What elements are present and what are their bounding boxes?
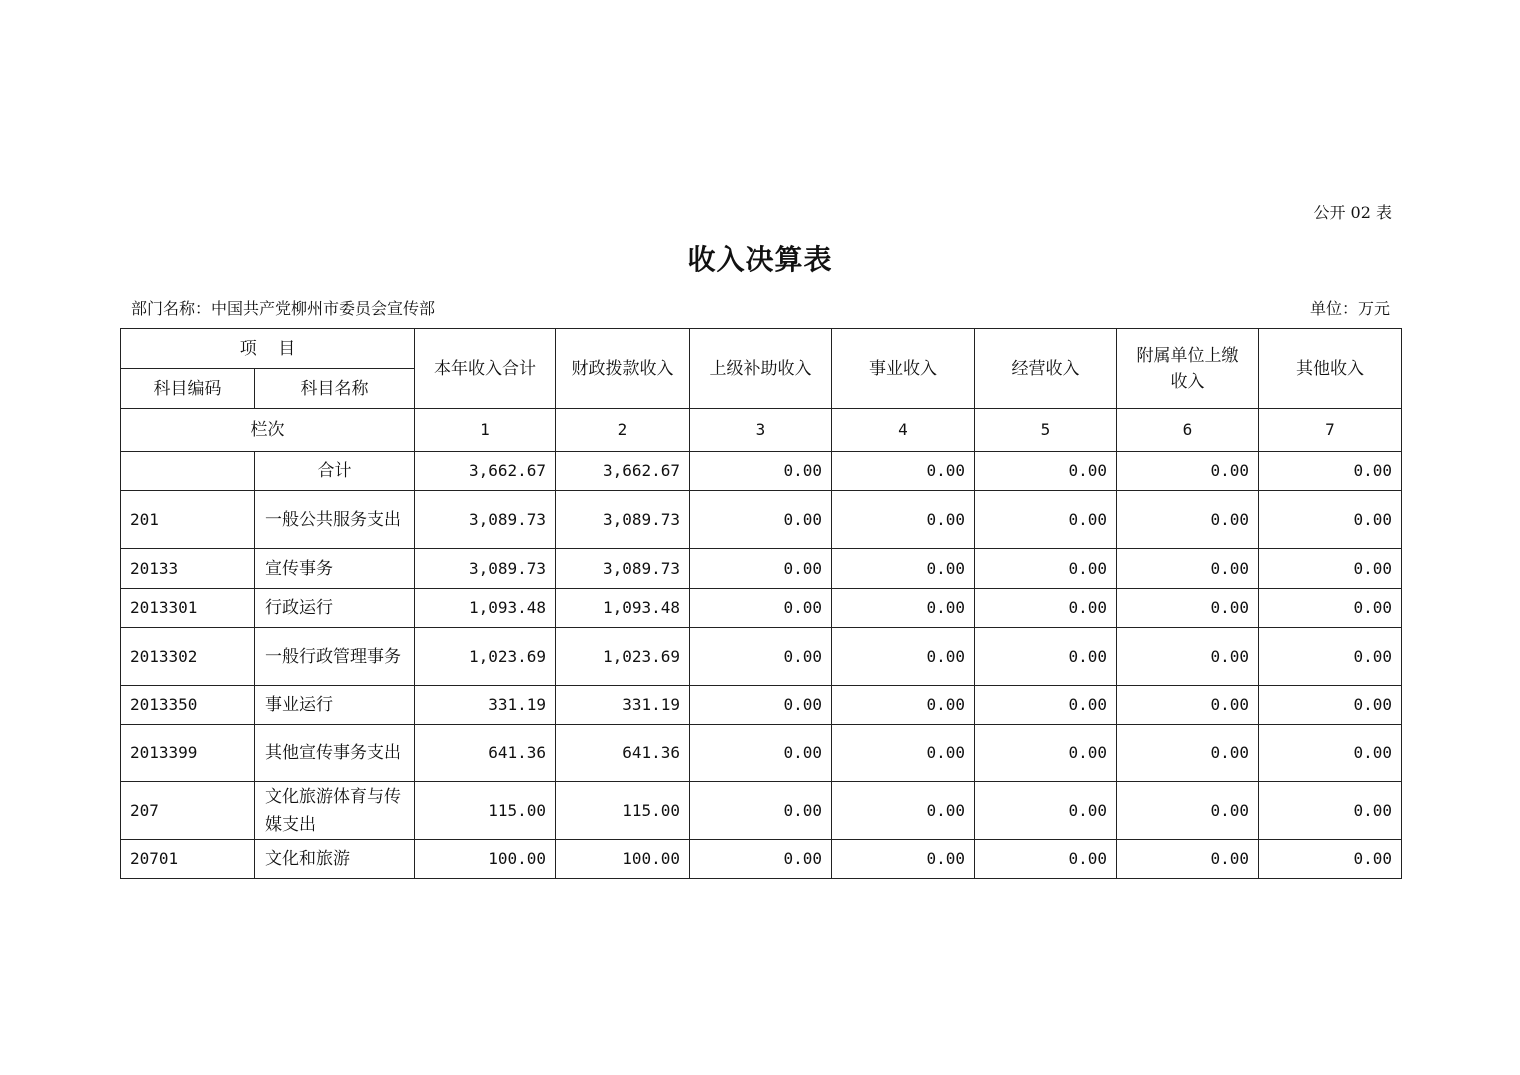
- amount-cell: 0.00: [832, 549, 975, 589]
- amount-cell: 3,089.73: [556, 549, 690, 589]
- subject-code: 201: [121, 491, 255, 549]
- header-code: 科目编码: [121, 369, 255, 409]
- table-row: [121, 725, 1402, 782]
- amount-cell: 0.00: [690, 491, 832, 549]
- subject-name: 文化和旅游: [255, 840, 415, 879]
- amount-cell: 3,089.73: [556, 491, 690, 549]
- column-number: 1: [415, 409, 556, 452]
- amount-cell: 0.00: [690, 840, 832, 879]
- amount-cell: 0.00: [975, 491, 1117, 549]
- amount-cell: 0.00: [832, 491, 975, 549]
- column-number: 2: [556, 409, 690, 452]
- subject-code: 2013399: [121, 725, 255, 782]
- amount-cell: 331.19: [556, 686, 690, 725]
- amount-cell: 3,662.67: [556, 452, 690, 491]
- header-affiliate: 附属单位上缴收入: [1117, 329, 1259, 409]
- amount-cell: 0.00: [1117, 491, 1259, 549]
- amount-cell: 1,093.48: [556, 589, 690, 628]
- subject-code: 2013302: [121, 628, 255, 686]
- amount-cell: 0.00: [690, 782, 832, 840]
- amount-cell: 0.00: [690, 686, 832, 725]
- subject-name: 行政运行: [255, 589, 415, 628]
- table-row: [121, 782, 1402, 840]
- amount-cell: 0.00: [1259, 549, 1402, 589]
- amount-cell: 0.00: [1117, 686, 1259, 725]
- amount-cell: 0.00: [1117, 452, 1259, 491]
- header-total: 本年收入合计: [415, 329, 556, 409]
- amount-cell: 0.00: [1117, 589, 1259, 628]
- amount-cell: 0.00: [975, 686, 1117, 725]
- subject-name: 合计: [255, 452, 415, 491]
- amount-cell: 0.00: [1259, 491, 1402, 549]
- column-number: 7: [1259, 409, 1402, 452]
- subject-name: 宣传事务: [255, 549, 415, 589]
- amount-cell: 0.00: [1117, 840, 1259, 879]
- table-row: [121, 628, 1402, 686]
- subject-name: 其他宣传事务支出: [255, 725, 415, 782]
- amount-cell: 115.00: [415, 782, 556, 840]
- amount-cell: 0.00: [975, 840, 1117, 879]
- department-name: 部门名称：中国共产党柳州市委员会宣传部: [131, 299, 436, 318]
- amount-cell: 0.00: [975, 549, 1117, 589]
- subject-code: 207: [121, 782, 255, 840]
- subject-name: 事业运行: [255, 686, 415, 725]
- column-number-row: [121, 409, 1402, 452]
- table-row: [121, 491, 1402, 549]
- subject-name: 一般公共服务支出: [255, 491, 415, 549]
- amount-cell: 0.00: [690, 589, 832, 628]
- header-item: 项 目: [121, 329, 415, 369]
- column-number: 5: [975, 409, 1117, 452]
- subject-name: 一般行政管理事务: [255, 628, 415, 686]
- table-row: [121, 686, 1402, 725]
- amount-cell: 0.00: [832, 686, 975, 725]
- amount-cell: 0.00: [832, 628, 975, 686]
- amount-cell: 3,662.67: [415, 452, 556, 491]
- amount-cell: 3,089.73: [415, 491, 556, 549]
- amount-cell: 0.00: [975, 589, 1117, 628]
- amount-cell: 0.00: [1117, 782, 1259, 840]
- amount-cell: 0.00: [832, 840, 975, 879]
- amount-cell: 0.00: [1117, 628, 1259, 686]
- header-other: 其他收入: [1259, 329, 1402, 409]
- column-number: 6: [1117, 409, 1259, 452]
- subject-code: 20701: [121, 840, 255, 879]
- subject-code: 20133: [121, 549, 255, 589]
- amount-cell: 0.00: [1259, 452, 1402, 491]
- header-name: 科目名称: [255, 369, 415, 409]
- amount-cell: 0.00: [1117, 725, 1259, 782]
- amount-cell: 0.00: [690, 452, 832, 491]
- amount-cell: 0.00: [1259, 782, 1402, 840]
- subject-code: [121, 452, 255, 491]
- amount-cell: 0.00: [975, 628, 1117, 686]
- amount-cell: 0.00: [1259, 589, 1402, 628]
- form-number: 公开 02 表: [1313, 203, 1392, 222]
- column-number: 3: [690, 409, 832, 452]
- header-business: 事业收入: [832, 329, 975, 409]
- amount-cell: 3,089.73: [415, 549, 556, 589]
- page-title: 收入决算表: [687, 243, 833, 276]
- amount-cell: 0.00: [832, 452, 975, 491]
- column-number: 4: [832, 409, 975, 452]
- amount-cell: 331.19: [415, 686, 556, 725]
- subject-name: 文化旅游体育与传媒支出: [255, 782, 415, 840]
- amount-cell: 0.00: [975, 782, 1117, 840]
- unit-label: 单位：万元: [1309, 299, 1390, 318]
- amount-cell: 641.36: [556, 725, 690, 782]
- header-superior: 上级补助收入: [690, 329, 832, 409]
- amount-cell: 0.00: [832, 589, 975, 628]
- amount-cell: 0.00: [832, 725, 975, 782]
- amount-cell: 1,023.69: [415, 628, 556, 686]
- amount-cell: 115.00: [556, 782, 690, 840]
- amount-cell: 0.00: [1117, 549, 1259, 589]
- subject-code: 2013350: [121, 686, 255, 725]
- table-row: [121, 549, 1402, 589]
- header-operating: 经营收入: [975, 329, 1117, 409]
- amount-cell: 0.00: [690, 549, 832, 589]
- amount-cell: 0.00: [832, 782, 975, 840]
- amount-cell: 1,023.69: [556, 628, 690, 686]
- amount-cell: 0.00: [1259, 686, 1402, 725]
- amount-cell: 0.00: [690, 725, 832, 782]
- amount-cell: 0.00: [975, 452, 1117, 491]
- subject-code: 2013301: [121, 589, 255, 628]
- table-row: [121, 840, 1402, 879]
- amount-cell: 1,093.48: [415, 589, 556, 628]
- table-row: [121, 589, 1402, 628]
- table-row: [121, 452, 1402, 491]
- amount-cell: 100.00: [556, 840, 690, 879]
- column-number-label: 栏次: [121, 409, 415, 452]
- amount-cell: 0.00: [975, 725, 1117, 782]
- amount-cell: 0.00: [690, 628, 832, 686]
- income-table: [120, 328, 1402, 879]
- amount-cell: 100.00: [415, 840, 556, 879]
- amount-cell: 0.00: [1259, 840, 1402, 879]
- amount-cell: 0.00: [1259, 725, 1402, 782]
- amount-cell: 0.00: [1259, 628, 1402, 686]
- header-fiscal: 财政拨款收入: [556, 329, 690, 409]
- amount-cell: 641.36: [415, 725, 556, 782]
